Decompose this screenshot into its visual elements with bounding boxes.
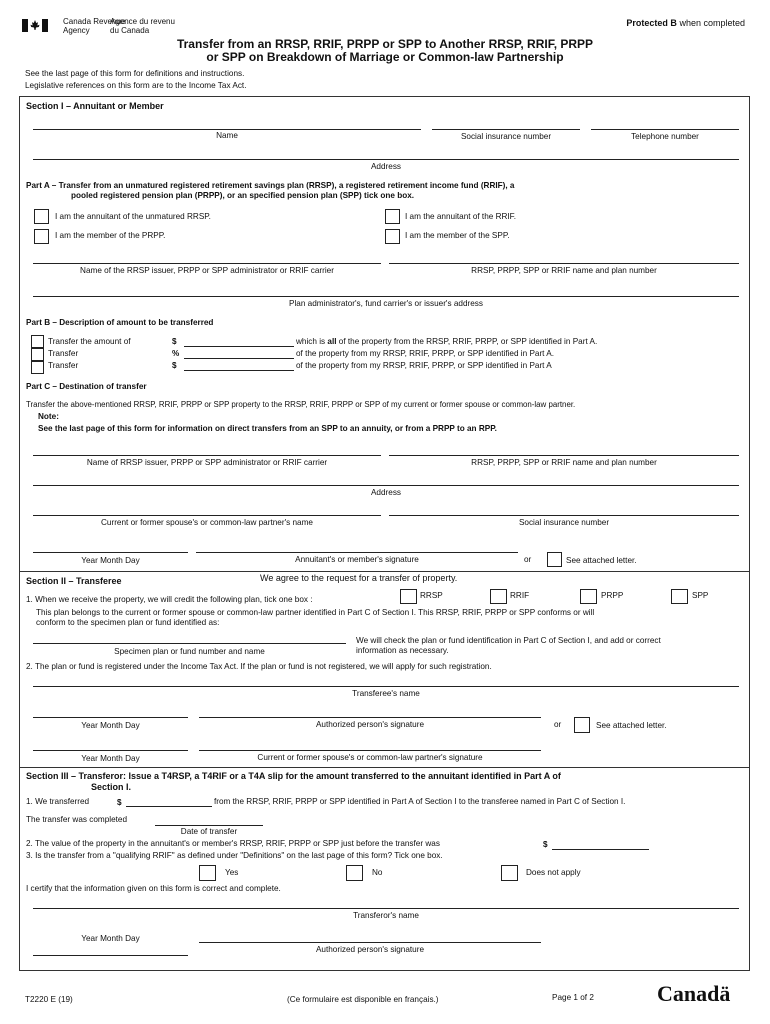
- canada-wordmark: Canadä: [657, 981, 731, 1006]
- partC-plan-label: RRSP, PRPP, SPP or RRIF name and plan number: [471, 458, 657, 467]
- partB-row2-symbol: %: [172, 349, 180, 358]
- qualifying-rrif-yes-checkbox[interactable]: [199, 865, 216, 881]
- section1-title: Section I – Annuitant or Member: [26, 101, 164, 111]
- sec3-date-label: Year Month Day: [81, 934, 140, 943]
- sec3-q1-post: from the RRSP, RRIF, PRPP or SPP identified in Part A of Section I to the transferee named in Part C of Section I.: [214, 797, 626, 806]
- agency-name-en: Canada Revenue Agency: [63, 17, 126, 35]
- name-field[interactable]: [33, 129, 421, 130]
- partC-issuer-field[interactable]: [33, 455, 381, 456]
- date-of-transfer-field[interactable]: [155, 825, 263, 826]
- sec2-date-field[interactable]: [33, 717, 188, 718]
- spouse-name-field[interactable]: [33, 515, 381, 516]
- member-prpp-label: I am the member of the PRPP.: [55, 231, 166, 240]
- qualifying-rrif-na-label: Does not apply: [526, 868, 581, 877]
- sec2-attached-letter-checkbox[interactable]: [574, 717, 590, 733]
- annuitant-rrsp-label: I am the annuitant of the unmatured RRSP.: [55, 212, 211, 221]
- partB-row3-checkbox[interactable]: [31, 361, 44, 374]
- annuitant-rrsp-checkbox[interactable]: [34, 209, 49, 224]
- sec2-date2-field[interactable]: [33, 750, 188, 751]
- member-spp-checkbox[interactable]: [385, 229, 400, 244]
- sec2-or: or: [554, 720, 562, 729]
- qualifying-rrif-no-label: No: [372, 868, 383, 877]
- sin-label: Social insurance number: [460, 132, 552, 141]
- sec2-spp-label: SPP: [692, 591, 709, 600]
- member-spp-label: I am the member of the SPP.: [405, 231, 510, 240]
- qualifying-rrif-yes-label: Yes: [225, 868, 239, 877]
- partC-address-field[interactable]: [33, 485, 739, 486]
- section3-title: Section III – Transferor: Issue a T4RSP, a T4RIF or a T4A slip for the amount transferred to the annuitant identified in Part A of Section I.: [26, 771, 561, 792]
- protected-b-label: Protected B when completed: [626, 18, 745, 28]
- section-divider-1: [19, 571, 749, 572]
- partB-row1-amount-field[interactable]: [184, 346, 294, 347]
- plan-name-label: RRSP, PRPP, SPP or RRIF name and plan number: [471, 266, 657, 275]
- annuitant-rrif-label: I am the annuitant of the RRIF.: [405, 212, 517, 221]
- spouse-signature-field[interactable]: [199, 750, 541, 751]
- sec3-q1-symbol: $: [117, 798, 122, 807]
- partC-text: Transfer the above-mentioned RRSP, RRIF, PRPP or SPP property to the RRSP, RRIF, PRPP or SPP of my current or former spouse or common-law partner.: [26, 400, 576, 409]
- partB-title: Part B – Description of amount to be transferred: [26, 318, 214, 327]
- partB-row2-percent-field[interactable]: [184, 358, 294, 359]
- note-text: See the last page of this form for information on direct transfers from an SPP to an annuity, or from a PRPP to an RPP.: [38, 424, 497, 433]
- sec3-date-field[interactable]: [33, 955, 188, 956]
- sec2-date2-label: Year Month Day: [81, 754, 140, 763]
- transferor-name-label: Transferor's name: [353, 911, 419, 920]
- section2-conform: This plan belongs to the current or former spouse or common-law partner identified in Part C of Section I. This RRSP, RRIF, PRPP or SPP conforms or will conform to the specimen plan or fund identified as:: [36, 608, 595, 627]
- spouse-signature-label: Current or former spouse's or common-law partner's signature: [257, 753, 483, 762]
- sec2-auth-signature-label: Authorized person's signature: [315, 720, 425, 729]
- phone-field[interactable]: [591, 129, 739, 130]
- sec2-date-label: Year Month Day: [81, 721, 140, 730]
- sec1-or: or: [524, 555, 532, 564]
- sec3-auth-signature-field[interactable]: [199, 942, 541, 943]
- plan-name-field[interactable]: [389, 263, 739, 264]
- spouse-name-label: Current or former spouse's or common-law partner's name: [101, 518, 313, 527]
- qualifying-rrif-na-checkbox[interactable]: [501, 865, 518, 881]
- specimen-plan-field[interactable]: [33, 643, 346, 644]
- section2-check-text: We will check the plan or fund identification in Part C of Section I, and add or correct information as necessary.: [356, 636, 661, 655]
- canada-flag-logo: [22, 19, 48, 32]
- partB-row1-label: Transfer the amount of: [48, 337, 131, 346]
- issuer-label: Name of the RRSP issuer, PRPP or SPP administrator or RRIF carrier: [80, 266, 334, 275]
- transferee-name-label: Transferee's name: [352, 689, 420, 698]
- annuitant-rrif-checkbox[interactable]: [385, 209, 400, 224]
- partB-row3-text: of the property from my RRSP, RRIF, PRPP, or SPP identified in Part A: [296, 361, 552, 370]
- sec1-attached-letter-checkbox[interactable]: [547, 552, 562, 567]
- section2-item2: 2. The plan or fund is registered under the Income Tax Act. If the plan or fund is not registered, we will apply for such registration.: [26, 662, 492, 671]
- specimen-plan-label: Specimen plan or fund number and name: [114, 647, 265, 656]
- name-label: Name: [216, 131, 238, 140]
- admin-address-label: Plan administrator's, fund carrier's or issuer's address: [289, 299, 483, 308]
- qualifying-rrif-no-checkbox[interactable]: [346, 865, 363, 881]
- partC-address-label: Address: [370, 488, 402, 497]
- partB-row2-text: of the property from my RRSP, RRIF, PRPP, or SPP identified in Part A.: [296, 349, 555, 358]
- sec1-date-label: Year Month Day: [81, 556, 140, 565]
- partA-title: Part A – Transfer from an unmatured registered retirement savings plan (RRSP), a registered retirement income fund (RRIF), a pooled registered pension plan (PRPP), or an specified pension plan (SPP) tick one box.: [26, 181, 515, 200]
- sec2-spp-checkbox[interactable]: [671, 589, 688, 604]
- partB-row1-checkbox[interactable]: [31, 335, 44, 348]
- sec2-prpp-checkbox[interactable]: [580, 589, 597, 604]
- sec2-rrif-checkbox[interactable]: [490, 589, 507, 604]
- sec2-rrsp-checkbox[interactable]: [400, 589, 417, 604]
- section-divider-2: [19, 767, 749, 768]
- partB-row3-symbol: $: [172, 361, 177, 370]
- spouse-sin-label: Social insurance number: [518, 518, 610, 527]
- spouse-sin-field[interactable]: [389, 515, 739, 516]
- note-label: Note:: [38, 412, 59, 421]
- annuitant-signature-label: Annuitant's or member's signature: [295, 555, 419, 564]
- sec3-q2: 2. The value of the property in the annuitant's or member's RRSP, RRIF, PRPP or SPP just before the transfer was: [26, 839, 440, 848]
- issuer-field[interactable]: [33, 263, 381, 264]
- sec1-attached-letter-label: See attached letter.: [566, 556, 637, 565]
- sec2-rrif-label: RRIF: [510, 591, 530, 600]
- partB-row3-label: Transfer: [48, 361, 79, 370]
- partB-row2-label: Transfer: [48, 349, 79, 358]
- annuitant-signature-field[interactable]: [196, 552, 518, 553]
- french-availability: (Ce formulaire est disponible en français.): [287, 995, 439, 1004]
- transferor-name-field[interactable]: [33, 908, 739, 909]
- partC-issuer-label: Name of RRSP issuer, PRPP or SPP administrator or RRIF carrier: [86, 458, 328, 467]
- partC-plan-field[interactable]: [389, 455, 739, 456]
- section2-agree: We agree to the request for a transfer of property.: [260, 573, 458, 583]
- form-title: Transfer from an RRSP, RRIF, PRPP or SPP to Another RRSP, RRIF, PRPP or SPP on Breakdown of Marriage or Common-law Partnership: [176, 37, 594, 64]
- partB-row2-checkbox[interactable]: [31, 348, 44, 361]
- section2-item1: 1. When we receive the property, we will credit the following plan, tick one box :: [26, 595, 313, 604]
- sec3-q3: 3. Is the transfer from a "qualifying RRIF" as defined under "Definitions" on the last page of this form? Tick one box.: [26, 851, 443, 860]
- sec1-date-field[interactable]: [33, 552, 188, 553]
- partB-row1-text: which is all of the property from the RRSP, RRIF, PRPP, or SPP identified in Part A.: [296, 337, 598, 346]
- partB-row3-amount-field[interactable]: [184, 370, 294, 371]
- sin-field[interactable]: [432, 129, 580, 130]
- address-field[interactable]: [33, 159, 739, 160]
- sec2-prpp-label: PRPP: [601, 591, 624, 600]
- amount-transferred-field[interactable]: [126, 806, 212, 807]
- certify-text: I certify that the information given on this form is correct and complete.: [26, 884, 281, 893]
- sec3-q1-pre: 1. We transferred: [26, 797, 90, 806]
- phone-label: Telephone number: [631, 132, 699, 141]
- transferee-name-field[interactable]: [33, 686, 739, 687]
- sec2-attached-letter-label: See attached letter.: [596, 721, 667, 730]
- section2-title: Section II – Transferee: [26, 576, 122, 586]
- intro-text: See the last page of this form for definitions and instructions. Legislative references on this form are to the Income Tax Act.: [25, 69, 247, 90]
- admin-address-field[interactable]: [33, 296, 739, 297]
- partC-title: Part C – Destination of transfer: [26, 382, 147, 391]
- property-value-field[interactable]: [552, 849, 649, 850]
- member-prpp-checkbox[interactable]: [34, 229, 49, 244]
- address-label: Address: [370, 162, 402, 171]
- sec2-auth-signature-field[interactable]: [199, 717, 541, 718]
- sec3-auth-signature-label: Authorized person's signature: [315, 945, 425, 954]
- agency-name-fr: Agence du revenu du Canada: [110, 17, 175, 35]
- sec3-q2-symbol: $: [543, 840, 548, 849]
- date-of-transfer-label: Date of transfer: [180, 827, 238, 836]
- transfer-completed-label: The transfer was completed: [26, 815, 128, 824]
- partB-row1-symbol: $: [172, 337, 177, 346]
- form-id: T2220 E (19): [25, 995, 73, 1004]
- page-number: Page 1 of 2: [552, 993, 594, 1002]
- sec2-rrsp-label: RRSP: [420, 591, 443, 600]
